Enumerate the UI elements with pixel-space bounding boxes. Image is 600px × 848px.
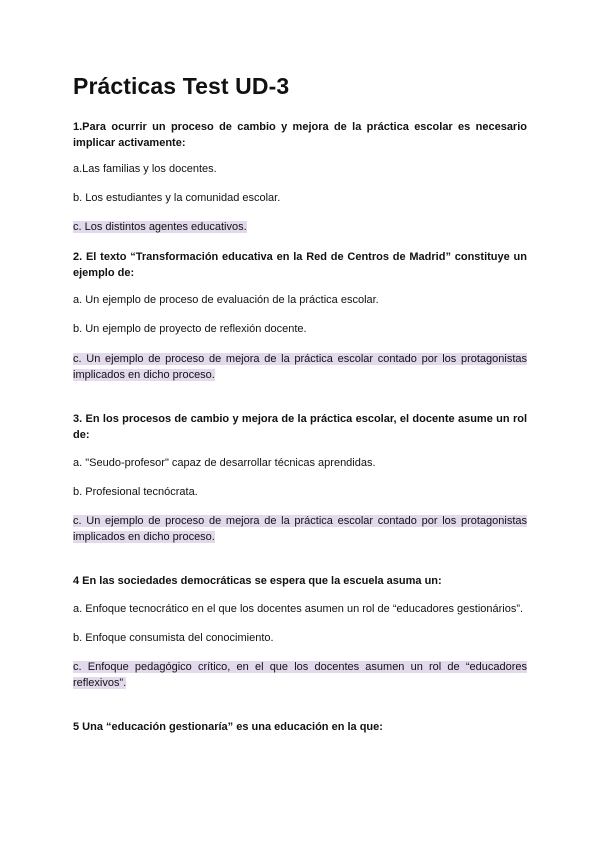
question-4-option-c-highlighted bbox=[73, 660, 527, 691]
question-4-option-a: a. Enfoque tecnocrático en el que los docentes asumen un rol de “educadores gestionários”. bbox=[73, 603, 524, 615]
highlighted-answer: c. Enfoque pedagógico crítico, en el que los docentes asumen un rol de “educadores reflexivos”. bbox=[73, 661, 527, 689]
highlighted-answer: c. Un ejemplo de proceso de mejora de la práctica escolar contado por los protagonistas implicados en dicho proceso. bbox=[73, 515, 527, 543]
question-2: 2. El texto “Transformación educativa en la Red de Centros de Madrid” constituye un ejemplo de: bbox=[73, 251, 527, 279]
question-4: 4 En las sociedades democráticas se espera que la escuela asuma un: bbox=[73, 575, 442, 587]
page-title: Prácticas Test UD-3 bbox=[73, 73, 290, 99]
question-2-option-c-highlighted bbox=[73, 352, 527, 383]
question-1: 1.Para ocurrir un proceso de cambio y mejora de la práctica escolar es necesario implicar activamente: bbox=[73, 121, 527, 149]
question-3-option-c-highlighted bbox=[73, 514, 527, 545]
question-3-option-a: a. "Seudo-profesor" capaz de desarrollar técnicas aprendidas. bbox=[73, 457, 376, 469]
question-2-option-b: b. Un ejemplo de proyecto de reflexión docente. bbox=[73, 323, 307, 335]
question-3-option-b: b. Profesional tecnócrata. bbox=[73, 486, 198, 498]
highlighted-answer: c. Un ejemplo de proceso de mejora de la práctica escolar contado por los protagonistas implicados en dicho proceso. bbox=[73, 353, 527, 381]
question-1-option-a: a.Las familias y los docentes. bbox=[73, 163, 217, 175]
question-5: 5 Una “educación gestionaría” es una educación en la que: bbox=[73, 721, 383, 733]
question-3: 3. En los procesos de cambio y mejora de la práctica escolar, el docente asume un rol de: bbox=[73, 413, 527, 441]
question-1-option-c-highlighted bbox=[73, 220, 527, 236]
question-1-option-b: b. Los estudiantes y la comunidad escolar. bbox=[73, 192, 281, 204]
highlighted-answer: c. Los distintos agentes educativos. bbox=[73, 221, 247, 233]
question-4-option-b: b. Enfoque consumista del conocimiento. bbox=[73, 632, 274, 644]
question-2-option-a: a. Un ejemplo de proceso de evaluación de la práctica escolar. bbox=[73, 294, 379, 306]
